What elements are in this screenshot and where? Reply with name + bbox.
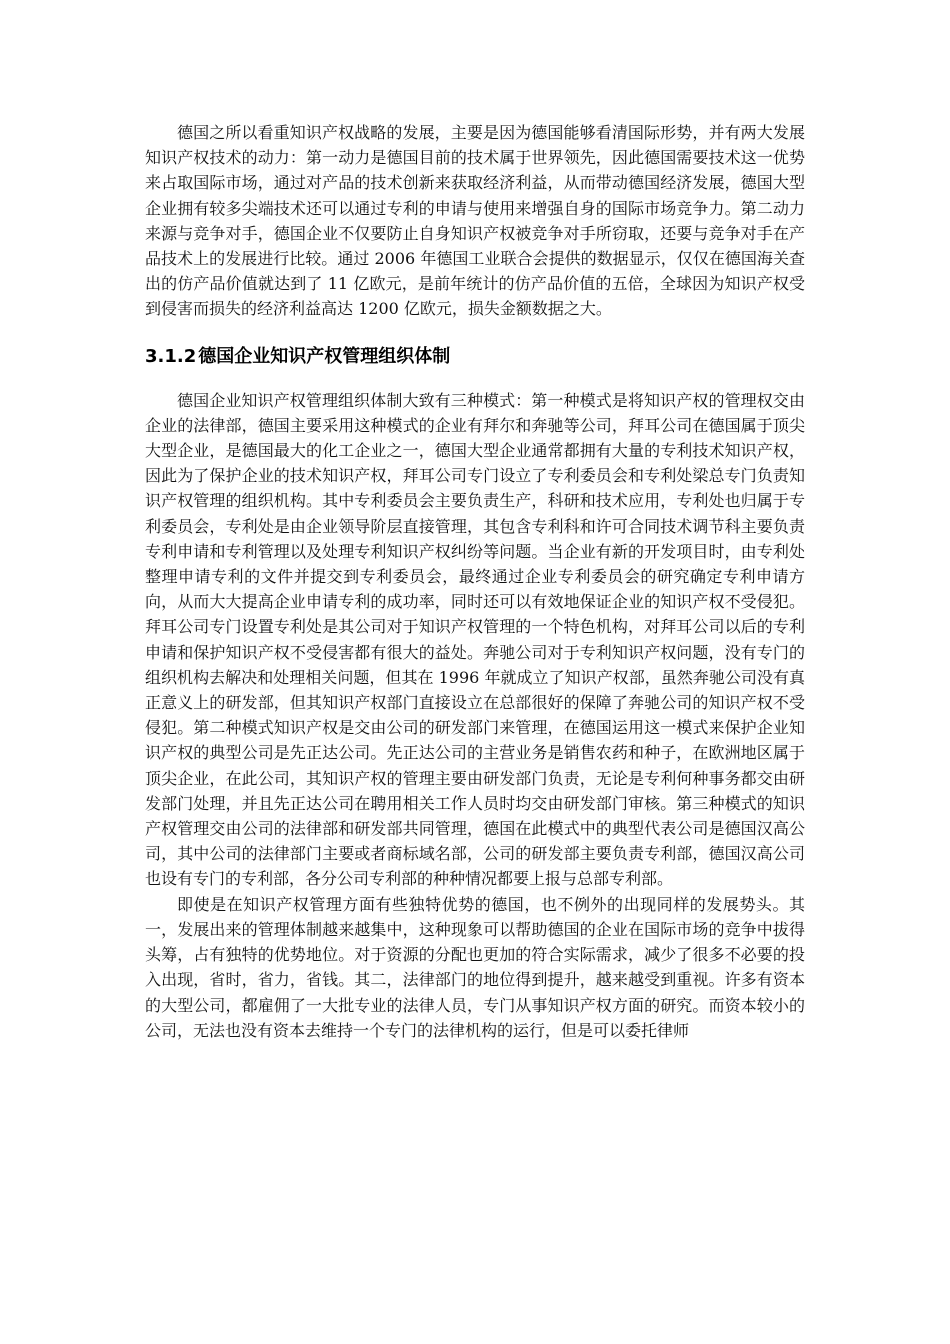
- paragraph-intro: 德国之所以看重知识产权战略的发展，主要是因为德国能够看清国际形势，并有两大发展知识产权技术的动力：第一动力是德国目前的技术属于世界领先，因此德国需要技术这一优势来占取国际市场，通过对产品的技术创新来获取经济利益，从而带动德国经济发展，德国大型企业拥有较多尖端技术还可以通过专利的申请与使用来增强自身的国际市场竞争力。第二动力来源与竞争对手，德国企业不仅要防止自身知识产权被竞争对手所窃取，还要与竞争对手在产品技术上的发展进行比较。通过 2006 年德国工业联合会提供的数据显示，仅仅在德国海关查出的仿产品价值就达到了 11 亿欧元，是前年统计的仿产品价值的五倍，全球因为知识产权受到侵害而损失的经济利益高达 1200 亿欧元，损失金额数据之大。: [145, 123, 805, 319]
- section-heading: [145, 344, 805, 370]
- document-page: [145, 120, 805, 1043]
- section-number: 3.1.2: [145, 345, 197, 367]
- paragraph-management-models: 德国企业知识产权管理组织体制大致有三种模式：第一种模式是将知识产权的管理权交由企业的法律部，德国主要采用这种模式的企业有拜尔和奔驰等公司，拜耳公司在德国属于顶尖大型企业，是德国最大的化工企业之一，德国大型企业通常都拥有大量的专利技术知识产权，因此为了保护企业的技术知识产权，拜耳公司专门设立了专利委员会和专利处梁总专门负责知识产权管理的组织机构。其中专利委员会主要负责生产，科研和技术应用，专利处也归属于专利委员会，专利处是由企业领导阶层直接管理，其包含专利科和许可合同技术调节科主要负责专利申请和专利管理以及处理专利知识产权纠纷等问题。当企业有新的开发项目时，由专利处整理申请专利的文件并提交到专利委员会，最终通过企业专利委员会的研究确定专利申请方向，从而大大提高企业申请专利的成功率，同时还可以有效地保证企业的知识产权不受侵犯。拜耳公司专门设置专利处是其公司对于知识产权管理的一个特色机构，对拜耳公司以后的专利申请和保护知识产权不受侵害都有很大的益处。奔驰公司对于专利知识产权问题，没有专门的组织机构去解决和处理相关问题，但其在 1996 年就成立了知识产权部，虽然奔驰公司没有真正意义上的研发部，但其知识产权部门直接设立在总部很好的保障了奔驰公司的知识产权不受侵犯。第二种模式知识产权是交由公司的研发部门来管理，在德国运用这一模式来保护企业知识产权的典型公司是先正达公司。先正达公司的主营业务是销售农药和种子，在欧洲地区属于顶尖企业，在此公司，其知识产权的管理主要由研发部门负责，无论是专利何种事务都交由研发部门处理，并且先正达公司在聘用相关工作人员时均交由研发部门审核。第三种模式的知识产权管理交由公司的法律部和研发部共同管理，德国在此模式中的典型代表公司是德国汉高公司，其中公司的法律部门主要或者商标域名部，公司的研发部主要负责专利部，德国汉高公司也设有专门的专利部，各分公司专利部的种种情况都要上报与总部专利部。: [145, 390, 805, 889]
- section-title: 德国企业知识产权管理组织体制: [198, 345, 451, 367]
- paragraph-development-trends: 即使是在知识产权管理方面有些独特优势的德国，也不例外的出现同样的发展势头。其一，发展出来的管理体制越来越集中，这种现象可以帮助德国的企业在国际市场的竞争中拔得头筹，占有独特的优势地位。对于资源的分配也更加的符合实际需求，减少了很多不必要的投入出现，省时，省力，省钱。其二，法律部门的地位得到提升，越来越受到重视。许多有资本的大型公司，都雇佣了一大批专业的法律人员，专门从事知识产权方面的研究。而资本较小的公司，无法也没有资本去维持一个专门的法律机构的运行，但是可以委托律师: [145, 894, 805, 1040]
